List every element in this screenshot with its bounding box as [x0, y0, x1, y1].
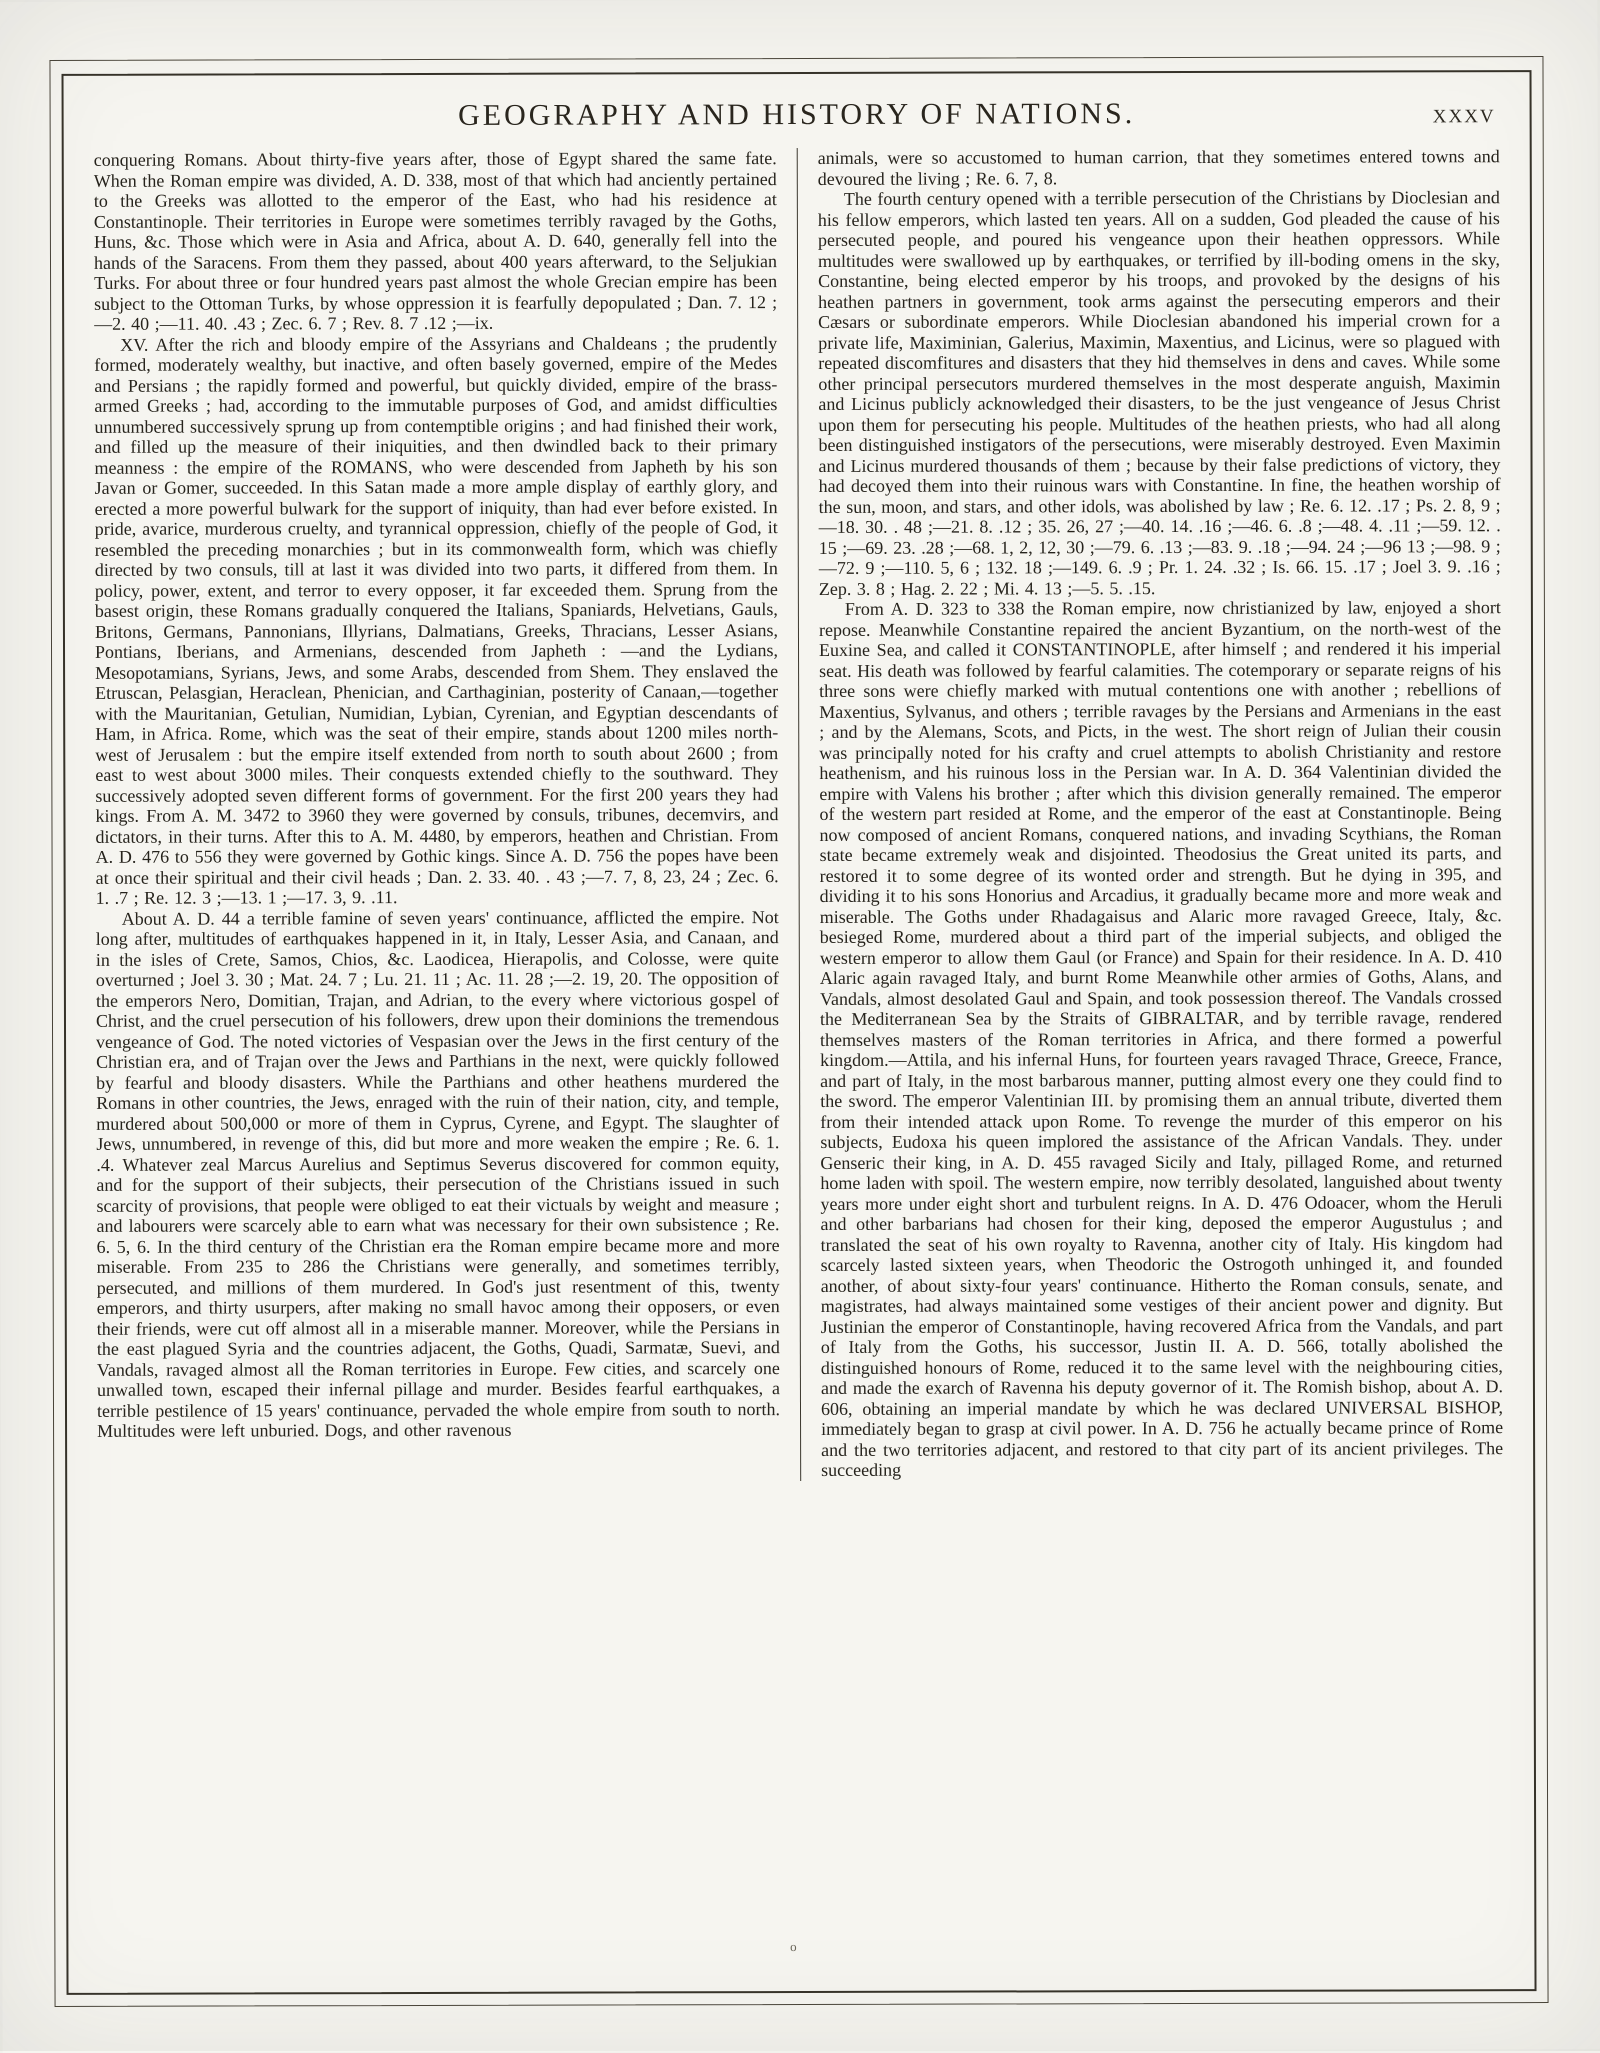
paragraph: animals, were so accustomed to human carrion, that they sometimes entered towns and devoured the living ; Re. 6. 7, 8. — [817, 146, 1500, 189]
column-right — [797, 146, 1503, 1480]
paragraph: XV. After the rich and bloody empire of the Assyrians and Chaldeans ; the prudently formed, moderately wealthy, but inactive, and often basely governed, empire of the Medes and Persians ; the rapidly formed and powerful, but quickly divided, empire of the brass-armed Greeks ; had, according to the immutable purposes of God, and amidst difficulties unnumbered successively sprung up from contemptible origins ; and had finished their work, and filled up the measure of their iniquities, and then dwindled back to their primary meanness : the empire of the ROMANS, who were descended from Japheth by his son Javan or Gomer, succeeded. In this Satan made a more ample display of earthly glory, and erected a more powerful bulwark for the support of iniquity, than had ever before existed. In pride, avarice, murderous cruelty, and tyrannical oppression, chiefly of the people of God, it resembled the preceding monarchies ; but in its commonwealth form, which was chiefly directed by two consuls, till at last it was divided into two parts, it differed from them. In policy, power, extent, and terror to every opposer, it far exceeded them. Sprung from the basest origin, these Romans gradually conquered the Italians, Spaniards, Helvetians, Gauls, Britons, Germans, Pannonians, Illyrians, Dalmatians, Greeks, Thracians, Lesser Asians, Pontians, Iberians, and Armenians, descended from Japheth : —and the Lydians, Mesopotamians, Syrians, Jews, and some Arabs, descended from Shem. They enslaved the Etruscan, Pelasgian, Heraclean, Phenician, and Carthaginian, posterity of Canaan,—together with the Mauritanian, Getulian, Numidian, Lybian, Cyrenian, and Egyptian descendants of Ham, in Africa. Rome, which was the seat of their empire, stands about 1200 miles north-west of Jerusalem : but the empire itself extended from north to south about 2600 ; from east to west about 3000 miles. Their conquests extended chiefly to the southward. They successively adopted seven different forms of government. For the first 200 years they had kings. From A. M. 3472 to 3960 they were governed by consuls, tribunes, decemvirs, and dictators, in their turns. After this to A. M. 4480, by emperors, heathen and Christian. From A. D. 476 to 556 they were governed by Gothic kings. Since A. D. 756 the popes have been at once their spiritual and their civil heads ; Dan. 2. 33. 40. . 43 ;—7. 7, 8, 23, 24 ; Zec. 6. 1. .7 ; Re. 12. 3 ;—13. 1 ;—17. 3, 9. .11. — [94, 332, 779, 908]
page-title: GEOGRAPHY AND HISTORY OF NATIONS. — [458, 97, 1136, 132]
text-columns — [94, 146, 1503, 1482]
paragraph: From A. D. 323 to 338 the Roman empire, now christianized by law, enjoyed a short repose. Meanwhile Constantine repaired the ancient Byzantium, on the north-west of the Euxine Sea, and called it CONSTANTINOPLE, after himself ; and rendered it his imperial seat. His death was followed by fearful calamities. The cotemporary or separate reigns of his three sons were chiefly marked with mutual contentions one with another ; rebellions of Maxentius, Sylvanus, and others ; terrible ravages by the Persians and Armenians in the east ; and by the Alemans, Scots, and Picts, in the west. The short reign of Julian their cousin was principally noted for his crafty and cruel attempts to abolish Christianity and restore heathenism, and his ruinous loss in the Persian war. In A. D. 364 Valentinian divided the empire with Valens his brother ; after which this division generally remained. The emperor of the western part resided at Rome, and the emperor of the east at Constantinople. Being now composed of ancient Romans, conquered nations, and invading Scythians, the Roman state became extremely weak and disjointed. Theodosius the Great united its parts, and restored it to some degree of its wonted order and strength. But he dying in 395, and dividing it to his sons Honorius and Arcadius, it gradually became more and more weak and miserable. The Goths under Rhadagaisus and Alaric more ravaged Greece, Italy, &c. besieged Rome, murdered about a third part of the imperial subjects, and obliged the western emperor to allow them Gaul (or France) and Spain for their residence. In A. D. 410 Alaric again ravaged Italy, and burnt Rome Meanwhile other armies of Goths, Alans, and Vandals, almost desolated Gaul and Spain, and took possession thereof. The Vandals crossed the Mediterranean Sea by the Straits of GIBRALTAR, and by terrible ravage, rendered themselves masters of the Roman territories in Africa, and there formed a powerful kingdom.—Attila, and his infernal Huns, for fourteen years ravaged Thrace, Greece, France, and part of Italy, in the most barbarous manner, putting almost every one they could find to the sword. The emperor Valentinian III. by promising them an annual tribute, diverted them from their intended attack upon Rome. To revenge the murder of this emperor on his subjects, Eudoxa his queen implored the assistance of the African Vandals. They. under Genseric their king, in A. D. 455 ravaged Sicily and Italy, pillaged Rome, and returned home laden with spoil. The western empire, now terribly desolated, languished about twenty years more under eight short and turbulent reigns. In A. D. 476 Odoacer, whom the Heruli and other barbarians had chosen for their king, deposed the emperor Augustulus ; and translated the seat of his own royalty to Ravenna, another city of Italy. His kingdom had scarcely lasted sixteen years, when Theodoric the Ostrogoth unhinged it, and founded another, of about sixty-four years' continuance. Hitherto the Roman consuls, senate, and magistrates, had always maintained some vestiges of their ancient power and dignity. But Justinian the emperor of Constantinople, having recovered Africa from the Vandals, and part of Italy from the Goths, his successor, Justin II. A. D. 566, totally abolished the distinguished honours of Rome, reduced it to the same level with the neighbouring cities, and made the exarch of Ravenna his deputy governor of it. The Romish bishop, about A. D. 606, obtaining an imperial mandate by which he was declared UNIVERSAL BISHOP, immediately began to grasp at civil power. In A. D. 756 he actually became prince of Rome and the two territories adjacent, and restored to that city part of its ancient privileges. The succeeding — [818, 597, 1504, 1480]
page-header — [94, 90, 1500, 150]
column-left — [94, 148, 800, 1482]
page-number: XXXV — [1432, 106, 1496, 128]
paragraph: About A. D. 44 a terrible famine of seven years' continuance, afflicted the empire. Not long after, multitudes of earthquakes happened in it, in Italy, Lesser Asia, and Canaan, and in the isles of Crete, Samos, Chios, &c. Laodicea, Hierapolis, and Colosse, were quite overturned ; Joel 3. 30 ; Mat. 24. 7 ; Lu. 21. 11 ; Ac. 11. 28 ;—2. 19, 20. The opposition of the emperors Nero, Domitian, Trajan, and Adrian, to the every where victorious gospel of Christ, and the cruel persecution of his followers, drew upon their dominions the tremendous vengeance of God. The noted victories of Vespasian over the Jews in the first century of the Christian era, and of Trajan over the Jews and Parthians in the next, were quickly followed by fearful and bloody disasters. While the Parthians and other heathens murdered the Romans in other countries, the Jews, enraged with the ruin of their nation, city, and temple, murdered about 500,000 or more of them in Cyprus, Cyrene, and Egypt. The slaughter of Jews, unnumbered, in revenge of this, did but more and more weaken the empire ; Re. 6. 1. .4. Whatever zeal Marcus Aurelius and Septimus Severus discovered for common equity, and for the support of their subjects, their persecution of the Christians issued in such scarcity of provisions, that people were obliged to eat their victuals by weight and measure ; and labourers were scarcely able to earn what was necessary for their own subsistence ; Re. 6. 5, 6. In the third century of the Christian era the Roman empire became more and more miserable. From 235 to 286 the Christians were generally, and sometimes terribly, persecuted, and millions of them murdered. In God's just resentment of this, twenty emperors, and thirty usurpers, after making no small havoc among their opposers, or even their friends, were cut off almost all in a miserable manner. Moreover, while the Persians in the east plagued Syria and the countries adjacent, the Goths, Quadi, Sarmatæ, Suevi, and Vandals, ravaged almost all the Roman territories in Europe. Few cities, and scarcely one unwalled town, escaped their infernal pillage and murder. Besides fearful earthquakes, a terrible pestilence of 15 years' continuance, pervaded the whole empire from south to north. Multitudes were left unburied. Dogs, and other ravenous — [95, 906, 781, 1441]
paragraph: The fourth century opened with a terrible persecution of the Christians by Dioclesian and his fellow emperors, which lasted ten years. All on a sudden, God pleaded the cause of his persecuted people, and poured his vengeance upon their heathen oppressors. While multitudes were swallowed up by earthquakes, or terrified by ill-boding omens in the sky, Constantine, being elected emperor by his troops, and provoked by the designs of his heathen partners in government, took arms against the persecuting emperors and their Cæsars or subordinate emperors. While Dioclesian abandoned his imperial crown for a private life, Maximinian, Galerius, Maximin, Maxentius, and Licinus, were so plagued with repeated discomfitures and disasters that they hid themselves in dens and caves. While some other principal persecutors murdered themselves in the most desperate anguish, Maximin and Licinus publicly acknowledged their disasters, to be the just vengeance of Jesus Christ upon them for persecuting his people. Multitudes of the heathen priests, who had all along been distinguished instigators of the persecutions, were miserably destroyed. Even Maximin and Licinus murdered thousands of them ; because by their false predictions of victory, they had decoyed them into their ruinous wars with Constantine. In fine, the heathen worship of the sun, moon, and stars, and other idols, was abolished by law ; Re. 6. 12. .17 ; Ps. 2. 8, 9 ;—18. 30. . 48 ;—21. 8. .12 ; 35. 26, 27 ;—40. 14. .16 ;—46. 6. .8 ;—48. 4. .11 ;—59. 12. . 15 ;—69. 23. .28 ;—68. 1, 2, 12, 30 ;—79. 6. .13 ;—83. 9. .18 ;—94. 24 ;—96 13 ;—98. 9 ;—72. 9 ;—110. 5, 6 ; 132. 18 ;—149. 6. .9 ; Pr. 1. 24. .32 ; Is. 66. 15. .17 ; Joel 3. 9. .16 ; Zep. 3. 8 ; Hag. 2. 22 ; Mi. 4. 13 ;—5. 5. .15. — [817, 187, 1501, 599]
paragraph: conquering Romans. About thirty-five years after, those of Egypt shared the same fate. When the Roman empire was divided, A. D. 338, most of that which had anciently pertained to the Greeks was allotted to the emperor of the East, who had his residence at Constantinople. Their territories in Europe were sometimes terribly ravaged by the Goths, Huns, &c. Those which were in Asia and Africa, about A. D. 640, generally fell into the hands of the Saracens. From them they passed, about 400 years afterward, to the Seljukian Turks. For about three or four hundred years past almost the whole Grecian empire has been subject to the Ottoman Turks, by whose oppression it is fearfully depopulated ; Dan. 7. 12 ;—2. 40 ;—11. 40. .43 ; Zec. 6. 7 ; Rev. 8. 7 .12 ;—ix. — [93, 148, 778, 334]
page-content — [94, 90, 1505, 1971]
printers-mark: o — [790, 1939, 797, 1955]
